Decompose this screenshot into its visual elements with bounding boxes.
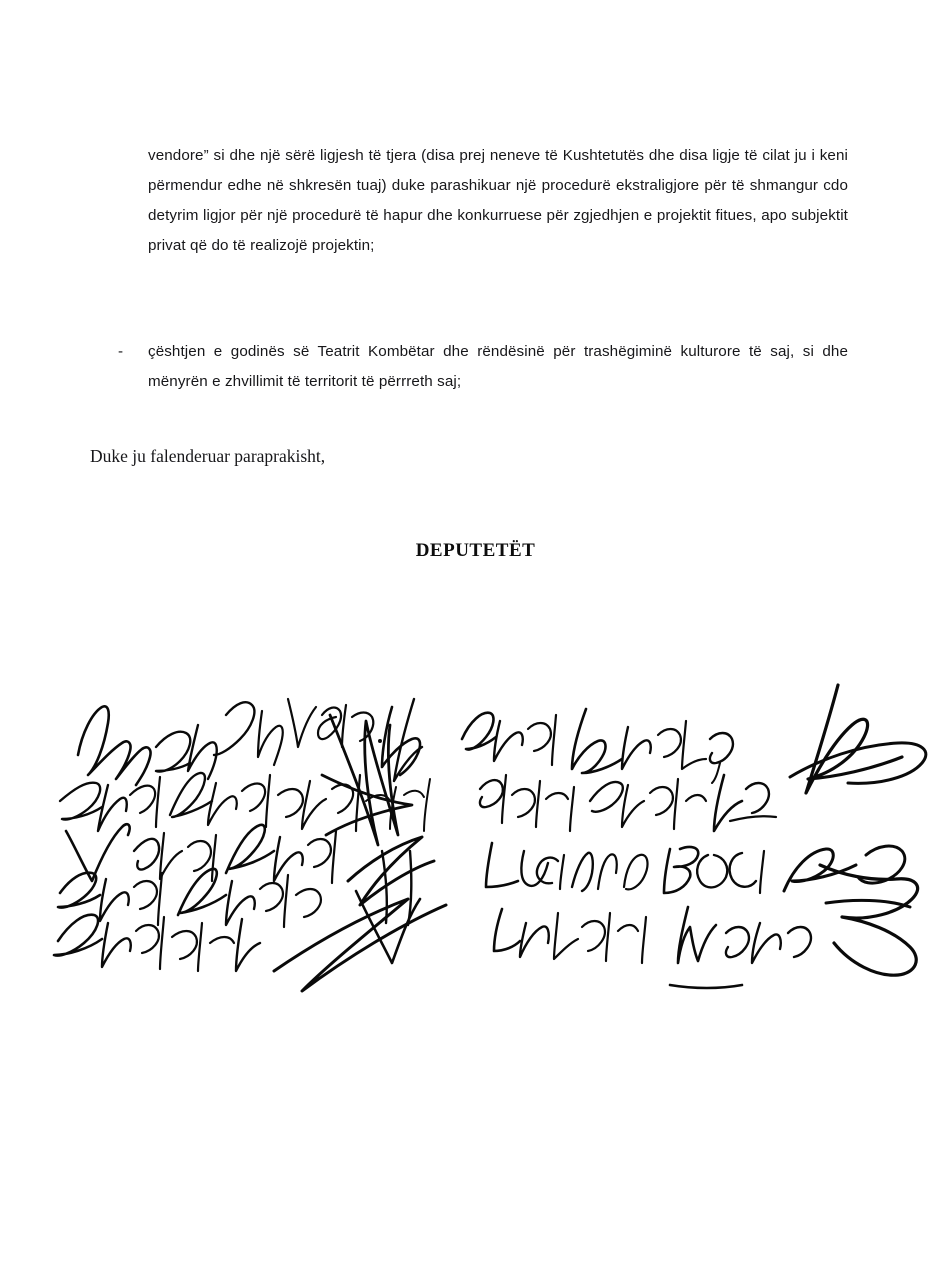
bullet-marker: - bbox=[118, 343, 124, 360]
closing-line: Duke ju falenderuar paraprakisht, bbox=[90, 446, 326, 466]
signoff-title: DEPUTETËT bbox=[415, 540, 536, 561]
bullet-item bbox=[118, 337, 848, 397]
signature-ink-left bbox=[54, 699, 446, 991]
paragraph-continuation: vendore” si dhe një sërë ligjesh të tjera (disa prej neneve të Kushtetutës dhe disa ligje të cilat ju i keni përmendur edhe në shkresën tuaj) duke parashikuar një procedurë ekstraligjore për të shmangur cdo detyrim ligjor për një procedurë të hapur dhe konkurruese për zgjedhjen e projektit fitues, apo subjektit privat që do të realizojë projektin; bbox=[148, 147, 848, 254]
bullet-text: çështjen e godinës së Teatrit Kombëtar dhe rëndësinë për trashëgiminë kulturore të saj, si dhe mënyrën e zhvillimit të territorit të përrreth saj; bbox=[148, 343, 848, 390]
signature-ink-right bbox=[462, 685, 926, 988]
signature-block bbox=[30, 655, 930, 1015]
